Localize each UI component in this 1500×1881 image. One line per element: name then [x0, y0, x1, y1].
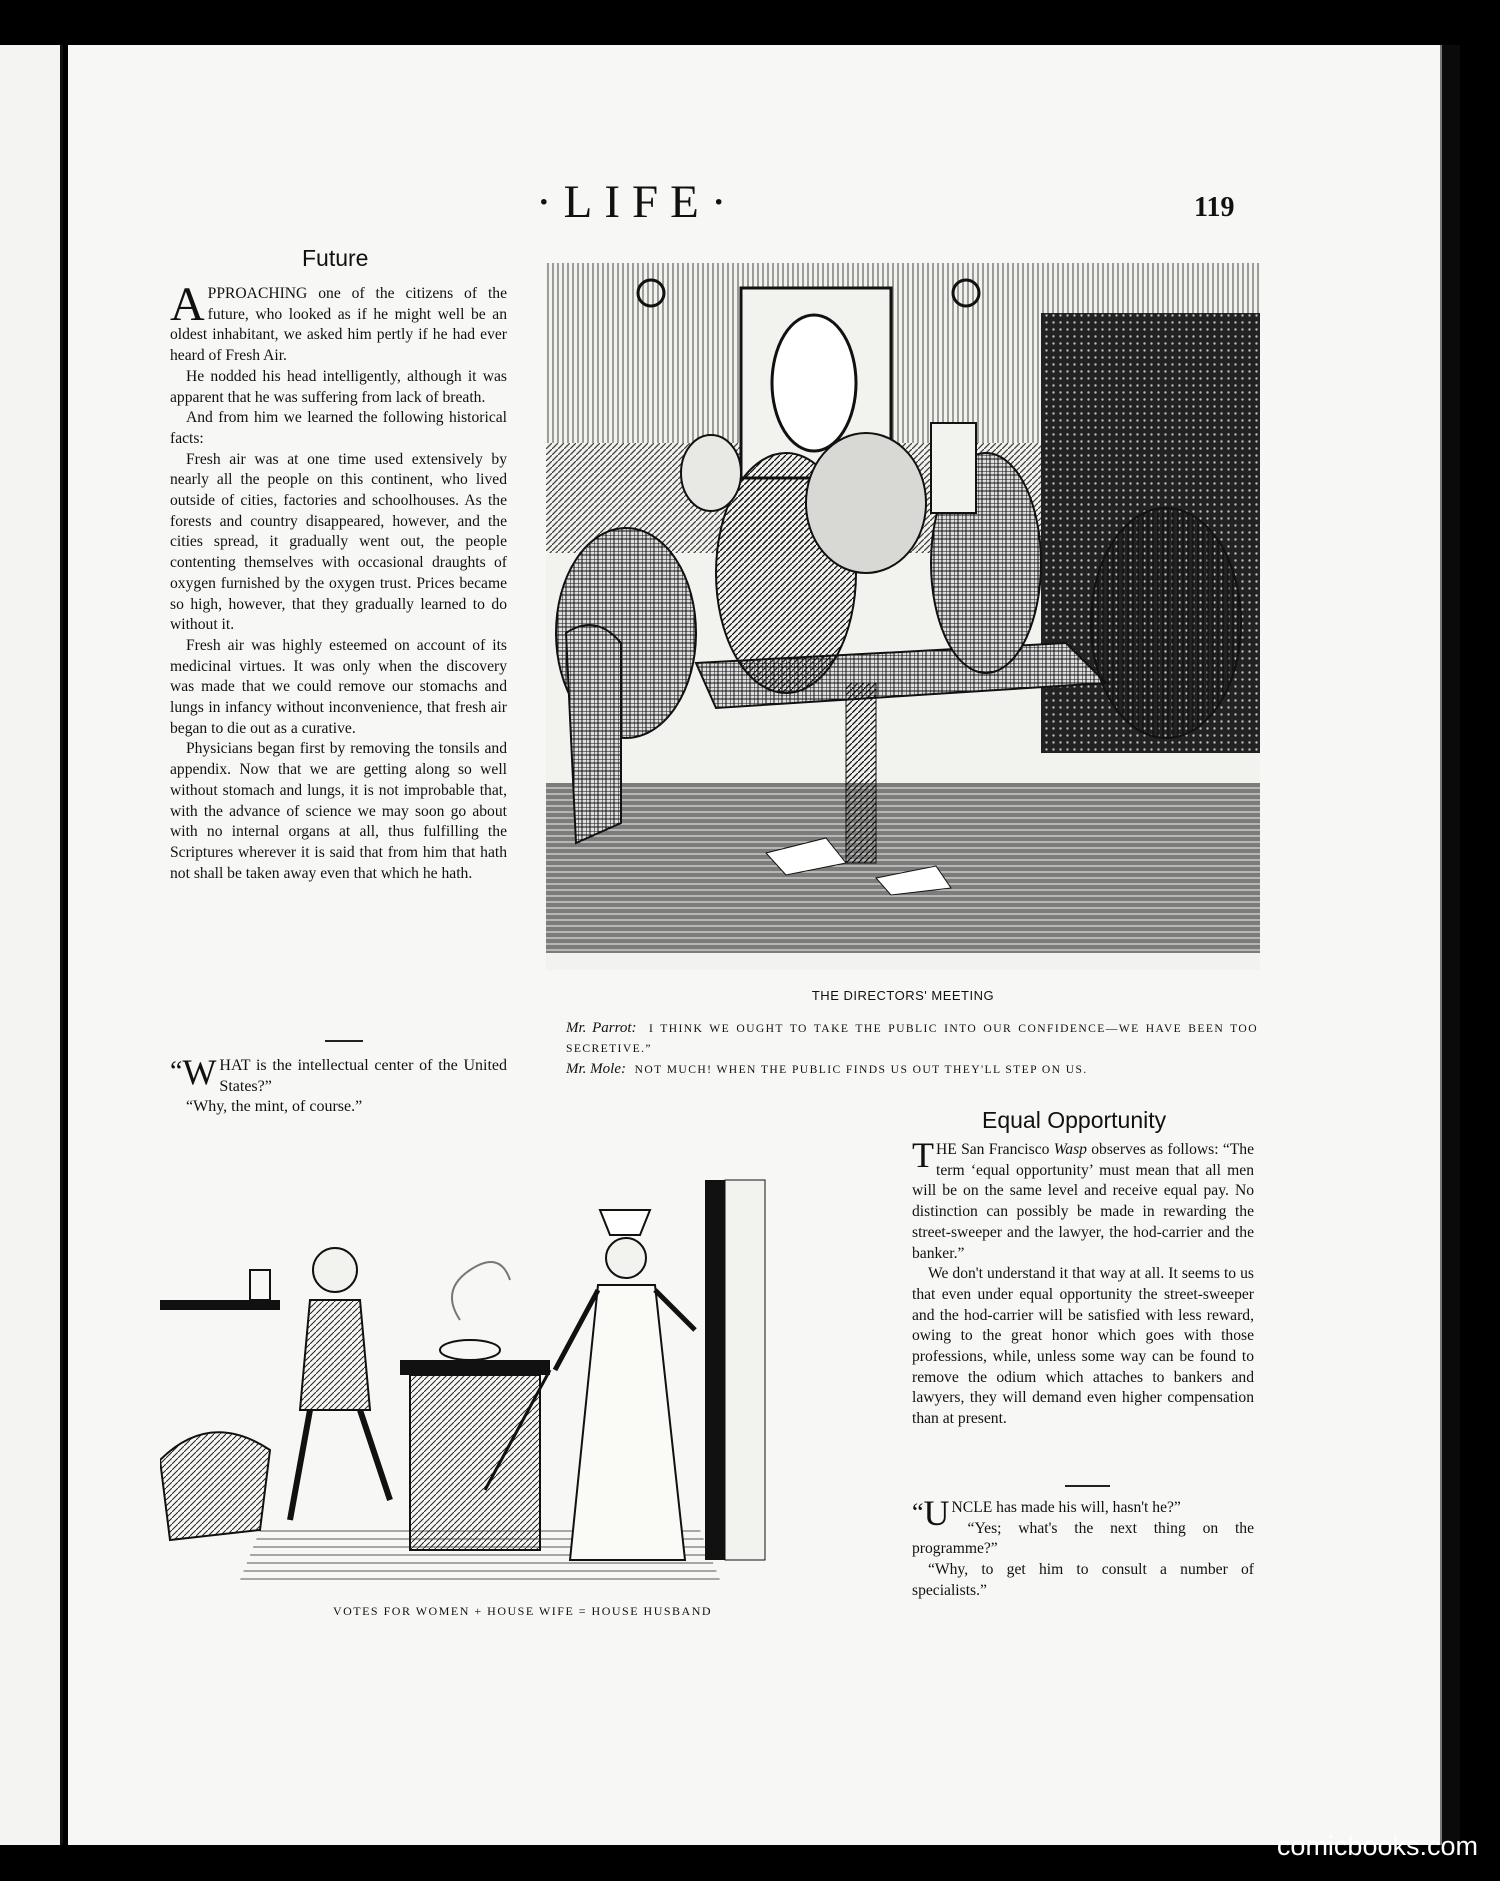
joke-uncle-line-2: “Yes; what's the next thing on the programme?”: [912, 1519, 1254, 1558]
joke-uncle-line-1: NCLE has made his will, hasn't he?”: [951, 1499, 1181, 1516]
section-divider-2: [1065, 1485, 1110, 1487]
mole-line: NOT MUCH! WHEN THE PUBLIC FINDS US OUT THEY'LL STEP ON US.: [634, 1063, 1088, 1076]
page-edge-shadow: [1440, 45, 1460, 1845]
masthead: ·LIFE·: [536, 176, 739, 228]
equal-opportunity-paragraph-2: We don't understand it that way at all. It seems to us that even under equal opportunity the street-sweeper and the hod-carrier will be satisfied with less reward, owing to the great honor which goes with those professions, while, unless some way can be found to remove the odium which attaches to bankers and lawyers, they will demand even higher compensation than at present.: [912, 1265, 1254, 1428]
votes-for-women-caption: VOTES FOR WOMEN + HOUSE WIFE = HOUSE HUSBAND: [332, 1604, 713, 1618]
future-paragraph-2: He nodded his head intelligently, although it was apparent that he was suffering from lack of breath.: [170, 367, 507, 406]
equal-opportunity-title: Equal Opportunity: [982, 1107, 1167, 1133]
section-divider: [325, 1040, 363, 1042]
page-number: 119: [1194, 192, 1235, 223]
future-paragraph-4: Fresh air was at one time used extensively by nearly all the people on this continent, who lived outside of cities, factories and schoolhouses. As the forests and country disappeared, however, and the cities spread, it gradually went out, the people contenting themselves with occasional draughts of oxygen furnished by the oxygen trust. Prices became so high, however, that they gradually learned to do without it.: [170, 450, 507, 634]
future-title: Future: [302, 245, 369, 271]
joke-uncle-line-3: “Why, to get him to consult a number of specialists.”: [912, 1561, 1254, 1599]
joke-mint: “ W HAT is the intellectual center of the United States?” “Why, the mint, of course.”: [170, 1056, 507, 1118]
joke-mint-question: HAT is the intellectual center of the United States?”: [219, 1057, 507, 1095]
future-paragraph-5: Fresh air was highly esteemed on account of its medicinal virtues. It was only when the discovery was made that we could remove our stomachs and lungs in infancy without inconvenience, that fresh air began to die out as a curative.: [170, 636, 507, 737]
joke-uncle-drop-cap: U: [923, 1493, 950, 1533]
speaker-mole: Mr. Mole:: [566, 1061, 626, 1077]
equal-opportunity-paragraph-1: THE San Francisco Wasp observes as follows: “The term ‘equal opportunity’ must mean that all men will be on the same level and receive equal pay. No distinction can possibly be made in rewarding the street-sweeper and the lawyer, the hod-carrier and the banker.”: [912, 1135, 1254, 1262]
directors-meeting-title: THE DIRECTORS' MEETING: [811, 988, 995, 1003]
parrot-line: I THINK WE OUGHT TO TAKE THE PUBLIC INTO OUR CONFIDENCE—WE HAVE BEEN TOO SECRETIVE.”: [566, 1022, 1258, 1055]
site-watermark: comicbooks.com: [1276, 1831, 1478, 1861]
adjacent-page-edge: [0, 45, 63, 1845]
joke-uncle: “ U NCLE has made his will, hasn't he?” “Yes; what's the next thing on the programme?” “Why, to get him to consult a number of specialists.”: [912, 1498, 1254, 1602]
directors-dialogue: [566, 1018, 1258, 1080]
joke-mint-drop-cap: W: [182, 1052, 217, 1092]
votes-for-women-illustration: [160, 1140, 890, 1600]
equal-opportunity-article: [912, 1135, 1254, 1430]
equal-opportunity-drop-cap: T: [912, 1135, 934, 1175]
directors-meeting-illustration: [546, 263, 1260, 970]
future-paragraph-6: Physicians began first by removing the tonsils and appendix. Now that we are getting along so well without stomach and lungs, it is not improbable that, with the advance of science we may soon go about with no internal organs at all, thus fulfilling the Scriptures wherever it is said that from him that hath not shall be taken away even that which he hath.: [170, 740, 507, 882]
future-paragraph-3: And from him we learned the following historical facts:: [170, 409, 507, 447]
future-drop-cap: A: [170, 278, 205, 331]
joke-mint-answer: “Why, the mint, of course.”: [186, 1098, 363, 1116]
speaker-parrot: Mr. Parrot:: [566, 1020, 637, 1036]
future-article: [170, 278, 507, 884]
future-paragraph-1: APPROACHING one of the citizens of the future, who looked as if he might well be an oldest inhabitant, we asked him pertly if he had ever heard of Fresh Air.: [170, 278, 507, 365]
